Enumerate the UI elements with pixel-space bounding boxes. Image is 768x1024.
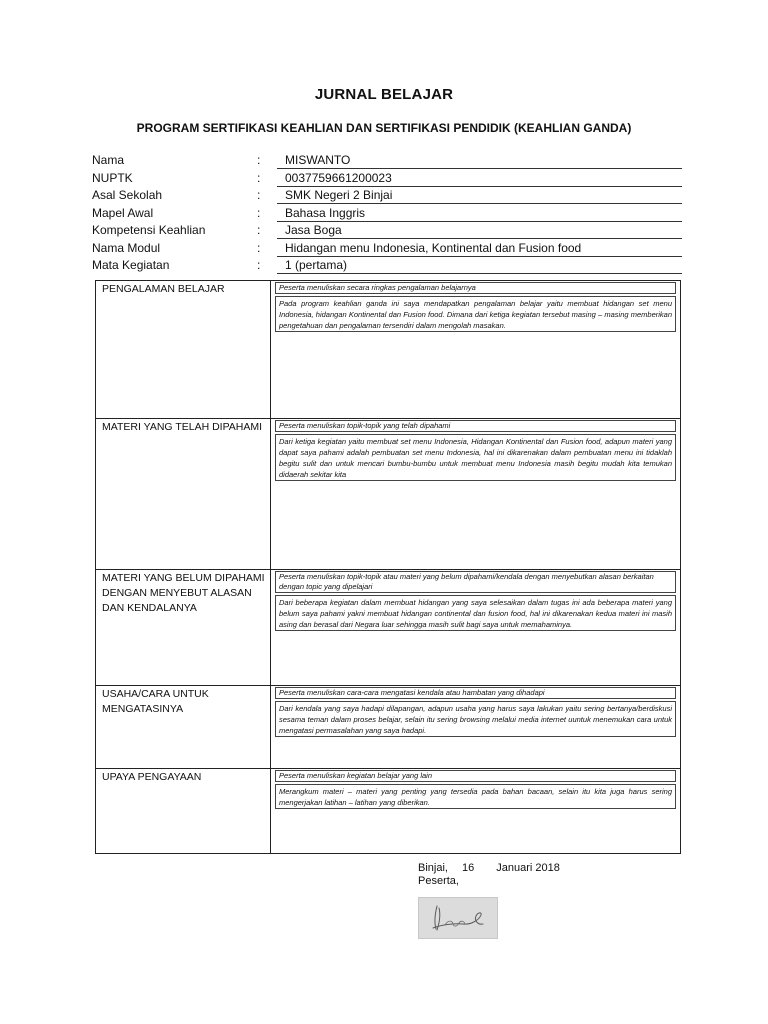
identity-row-nama — [92, 152, 682, 170]
identity-colon: : — [257, 240, 261, 255]
identity-value-field — [277, 258, 682, 274]
journal-row-pengayaan — [96, 769, 681, 854]
section-content: Dari beberapa kegiatan dalam membuat hidangan yang saya selesaikan dalam tugas ini ada beberapa materi yang belum saya pahami yakni membuat hidangan continental dan fusion food, hal ini dikarenakan kedua materi ini masih asing dan berasal dari Negara luar sehingga masih sulit bagi saya untuk memahaminya. — [275, 595, 676, 631]
section-content: Dari ketiga kegiatan yaitu membuat set menu Indonesia, Hidangan Kontinental dan Fusion food, adapun materi yang dapat saya pahami adalah pembuatan set menu Indonesia, hal ini dikarenakan dalam pembuatan menu ini tidaklah begitu sulit dan untuk mencari bumbu-bumbu untuk membuat menu Indonesia masih begitu mudah kita temukan didaerah sekitar kita — [275, 434, 676, 481]
identity-value-field — [277, 223, 682, 239]
journal-table — [95, 280, 681, 854]
section-content-cell — [271, 686, 681, 769]
date-line — [418, 862, 560, 875]
identity-label: Mata Kegiatan — [92, 258, 170, 272]
journal-row-pengalaman — [96, 281, 681, 419]
date-place: Binjai, — [418, 862, 448, 874]
identity-label: Mapel Awal — [92, 205, 154, 220]
identity-label: NUPTK — [92, 170, 133, 185]
section-content: Merangkum materi – materi yang penting yang tersedia pada bahan bacaan, selain itu kita juga harus sering mengerjakan latihan – latihan yang diberikan. — [275, 784, 676, 809]
identity-label: Asal Sekolah — [92, 188, 163, 202]
section-label: MATERI YANG TELAH DIPAHAMI — [96, 419, 271, 570]
identity-value: Jasa Boga — [285, 223, 342, 237]
section-content-cell — [271, 281, 681, 419]
identity-colon: : — [257, 188, 261, 202]
section-hint: Peserta menuliskan topik-topik atau materi yang belum dipahami/kendala dengan menyebutkan alasan berkaitan dengan topic yang dipelajari — [275, 571, 676, 593]
journal-row-materi-belum — [96, 570, 681, 686]
identity-value-field — [277, 153, 682, 169]
identity-colon: : — [257, 153, 261, 167]
document-subtitle: PROGRAM SERTIFIKASI KEAHLIAN DAN SERTIFIKASI PENDIDIK (KEAHLIAN GANDA) — [136, 121, 632, 135]
section-label: USAHA/CARA UNTUK MENGATASINYA — [96, 686, 271, 769]
section-hint: Peserta menuliskan cara-cara mengatasi kendala atau hambatan yang dihadapi — [275, 687, 676, 699]
identity-row-asal-sekolah — [92, 187, 682, 205]
section-label: UPAYA PENGAYAAN — [96, 769, 271, 854]
identity-label: Nama — [92, 153, 125, 167]
section-content: Dari kendala yang saya hadapi dilapangan, adapun usaha yang harus saya lakukan yaitu sering bertanya/berdiskusi sesama teman dalam proses belajar, selain itu sering browsing melalui media internet uuntuk menemukan cara untuk mengatasi permasalahan yang saya hadapi. — [275, 701, 676, 737]
identity-value: Hidangan menu Indonesia, Kontinental dan Fusion food — [285, 240, 582, 255]
signature-image — [418, 897, 498, 939]
section-content-cell — [271, 419, 681, 570]
identity-colon: : — [257, 258, 261, 272]
identity-row-kompetensi — [92, 222, 682, 240]
date-day: 16 — [461, 862, 475, 874]
section-hint: Peserta menuliskan secara ringkas pengalaman belajarnya — [275, 282, 676, 294]
identity-value-field — [277, 171, 682, 187]
identity-colon: : — [257, 205, 261, 220]
identity-value: MISWANTO — [285, 153, 351, 167]
section-hint: Peserta menuliskan kegiatan belajar yang lain — [275, 770, 676, 782]
journal-row-usaha — [96, 686, 681, 769]
journal-row-materi-dipahami — [96, 419, 681, 570]
identity-row-mata-kegiatan — [92, 257, 682, 275]
identity-row-nuptk — [92, 170, 682, 188]
identity-block — [92, 152, 682, 275]
section-content: Pada program keahlian ganda ini saya mendapatkan pengalaman belajar yaitu membuat hidangan set menu Indonesia, hidangan Kontinental dan Fusion food. Dimana dari ketiga kegiatan tersebut masing – masing memberikan pengetahuan dan pengalaman tersendiri dalam mengolah masakan. — [275, 296, 676, 332]
section-content-cell — [271, 769, 681, 854]
section-label: MATERI YANG BELUM DIPAHAMI DENGAN MENYEBUT ALASAN DAN KENDALANYA — [96, 570, 271, 686]
signer-role: Peserta, — [418, 875, 459, 887]
identity-row-mapel-awal — [92, 205, 682, 223]
identity-value: Bahasa Inggris — [285, 205, 366, 220]
identity-value: 0037759661200023 — [285, 170, 392, 185]
signature-block — [418, 862, 560, 888]
section-hint: Peserta menuliskan topik-topik yang telah dipahami — [275, 420, 676, 432]
date-month-year: Januari 2018 — [496, 862, 560, 874]
signature-scribble-icon — [419, 898, 497, 938]
document-title: JURNAL BELAJAR — [314, 86, 454, 103]
identity-label: Kompetensi Keahlian — [92, 223, 206, 237]
section-content-cell — [271, 570, 681, 686]
identity-colon: : — [257, 223, 261, 237]
identity-row-nama-modul — [92, 240, 682, 258]
identity-label: Nama Modul — [92, 240, 161, 255]
identity-colon: : — [257, 170, 261, 185]
identity-value-field — [277, 241, 682, 257]
identity-value-field — [277, 188, 682, 204]
section-label: PENGALAMAN BELAJAR — [96, 281, 271, 419]
identity-value: SMK Negeri 2 Binjai — [285, 188, 393, 202]
identity-value: 1 (pertama) — [285, 258, 348, 272]
identity-value-field — [277, 206, 682, 222]
